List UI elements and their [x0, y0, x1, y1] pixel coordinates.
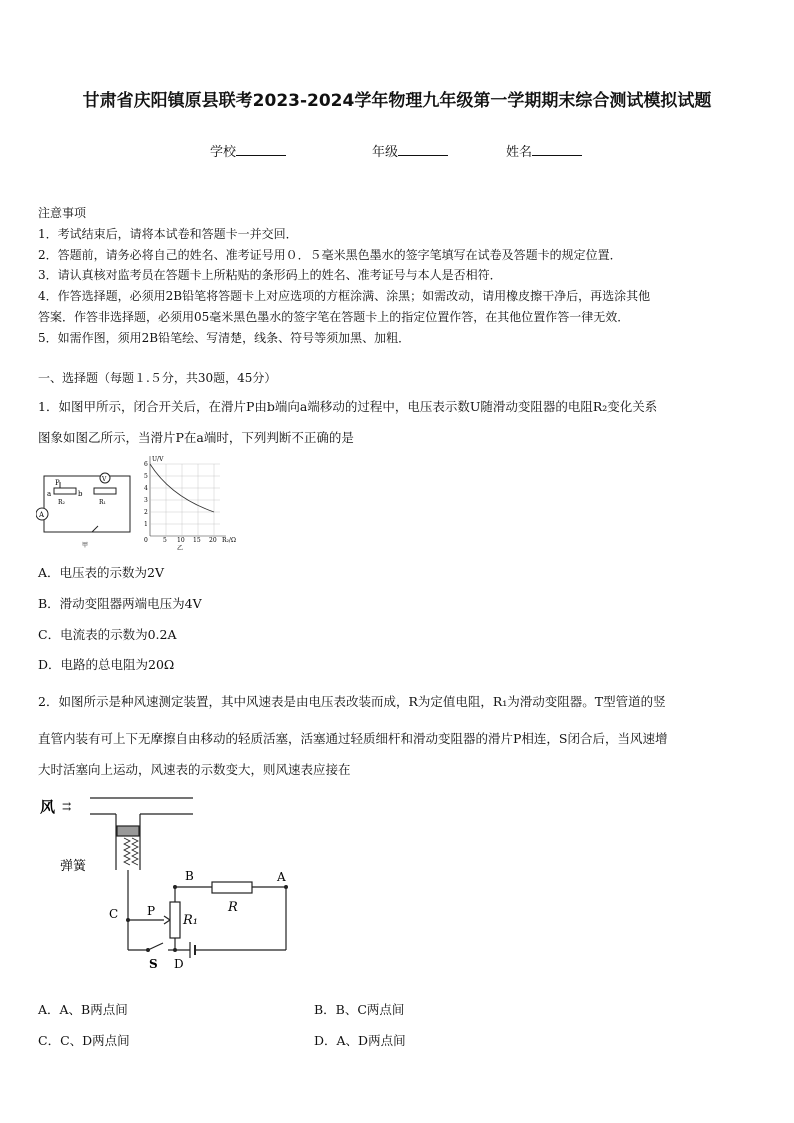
- q2-text-line: 2．如图所示是种风速测定装置，其中风速表是由电压表改装而成，R为定值电阻，R₁为滑动变阻器。T型管道的竖: [38, 694, 666, 709]
- q1-ytick: 6: [144, 461, 148, 468]
- q1-xtick: 10: [177, 537, 185, 544]
- note-item: 5．如需作图，须用2B铅笔绘、写清楚，线条、符号等须加黑、加粗．: [38, 331, 411, 345]
- section-heading: 一、选择题（每题１.５分，共30题，45分）: [38, 371, 277, 385]
- q1-axis-y: U/V: [152, 456, 164, 463]
- q1-ytick: 5: [144, 473, 148, 480]
- q1-ytick: 2: [144, 509, 148, 516]
- q1-axis-x: R₂/Ω: [222, 537, 236, 544]
- q2-label-S: S: [149, 957, 158, 971]
- q1-label-R2: R₂: [58, 499, 65, 506]
- q1-xtick: 0: [144, 537, 148, 544]
- q1-xtick: 20: [209, 537, 217, 544]
- q1-ytick: 3: [144, 497, 148, 504]
- q2-option-c: C．C、D两点间: [38, 1033, 130, 1048]
- q1-option-b: B．滑动变阻器两端电压为4V: [38, 596, 202, 611]
- q1-text-line: 图象如图乙所示，当滑片P在a端时，下列判断不正确的是: [38, 430, 354, 445]
- q1-xtick: 5: [163, 537, 167, 544]
- q2-label-B: B: [185, 869, 194, 883]
- q1-circuit-diagram: [36, 473, 130, 532]
- q1-label-jia: 甲: [82, 542, 89, 549]
- notes-heading: 注意事项: [38, 206, 87, 220]
- school-label: 学校: [210, 145, 237, 160]
- name-label: 姓名: [506, 145, 533, 160]
- page-title: 甘肃省庆阳镇原县联考2023-2024学年物理九年级第一学期期末综合测试模拟试题: [82, 91, 712, 111]
- q1-label-R1: R₁: [99, 499, 106, 506]
- q2-text-line: 大时活塞向上运动，风速表的示数变大，则风速表应接在: [38, 762, 351, 777]
- q2-label-D: D: [174, 957, 184, 971]
- q1-ytick: 1: [144, 521, 148, 528]
- q1-text-line: 1．如图甲所示，闭合开关后，在滑片P由b端向a端移动的过程中，电压表示数U随滑动变阻器的电阻R₂变化关系: [38, 399, 658, 414]
- q1-label-V: V: [102, 476, 107, 483]
- name-field: [506, 141, 582, 160]
- q1-option-a: A．电压表的示数为2V: [38, 565, 165, 580]
- q1-graph: [150, 456, 226, 536]
- wind-arrow-icon: ⇉: [62, 800, 72, 813]
- q2-option-d: D．A、D两点间: [314, 1033, 406, 1048]
- q1-label-A: A: [39, 511, 45, 519]
- q1-figure: [36, 452, 246, 552]
- q1-xtick: 15: [193, 537, 201, 544]
- q2-option-a: A．A、B两点间: [38, 1002, 128, 1017]
- grade-blank: [398, 143, 448, 156]
- note-item: 1．考试结束后，请将本试卷和答题卡一并交回．: [38, 227, 298, 241]
- q1-label-P: P: [55, 479, 60, 487]
- q1-option-c: C．电流表的示数为0.2A: [38, 627, 177, 642]
- q2-figure: [38, 790, 308, 975]
- note-item: 答案．作答非选择题，必须用05毫米黑色墨水的签字笔在答题卡上的指定位置作答，在其他位置作答一律无效．: [38, 310, 630, 324]
- q2-label-P: P: [147, 904, 156, 918]
- note-item: 3．请认真核对监考员在答题卡上所粘贴的条形码上的姓名、准考证号与本人是否相符．: [38, 268, 502, 282]
- q2-label-wind: 风: [40, 798, 56, 816]
- name-blank: [532, 143, 582, 156]
- q2-label-spring: 弹簧: [60, 859, 87, 874]
- q1-option-d: D．电路的总电阻为20Ω: [38, 657, 175, 672]
- q2-label-A: A: [277, 870, 286, 884]
- note-item: 2．答题前，请务必将自己的姓名、准考证号用０．５毫米黑色墨水的签字笔填写在试卷及答题卡的规定位置．: [38, 248, 622, 262]
- q2-label-R: R: [228, 900, 238, 915]
- q2-text-line: 直管内装有可上下无摩擦自由移动的轻质活塞，活塞通过轻质细杆和滑动变阻器的滑片P相连，S闭合后，当风速增: [38, 731, 668, 746]
- school-field: [210, 141, 286, 160]
- note-item: 4．作答选择题，必须用2B铅笔将答题卡上对应选项的方框涂满、涂黑；如需改动，请用橡皮擦干净后，再选涂其他: [38, 289, 651, 303]
- q1-ytick: 4: [144, 485, 148, 492]
- school-blank: [236, 143, 286, 156]
- q1-label-b: b: [78, 490, 83, 498]
- q2-label-C: C: [109, 907, 119, 921]
- q2-label-R1: R₁: [183, 913, 198, 928]
- q1-label-a: a: [47, 490, 52, 498]
- q1-label-yi: 乙: [177, 545, 184, 552]
- grade-field: [372, 141, 448, 160]
- q2-option-b: B．B、C两点间: [314, 1002, 405, 1017]
- grade-label: 年级: [372, 145, 399, 160]
